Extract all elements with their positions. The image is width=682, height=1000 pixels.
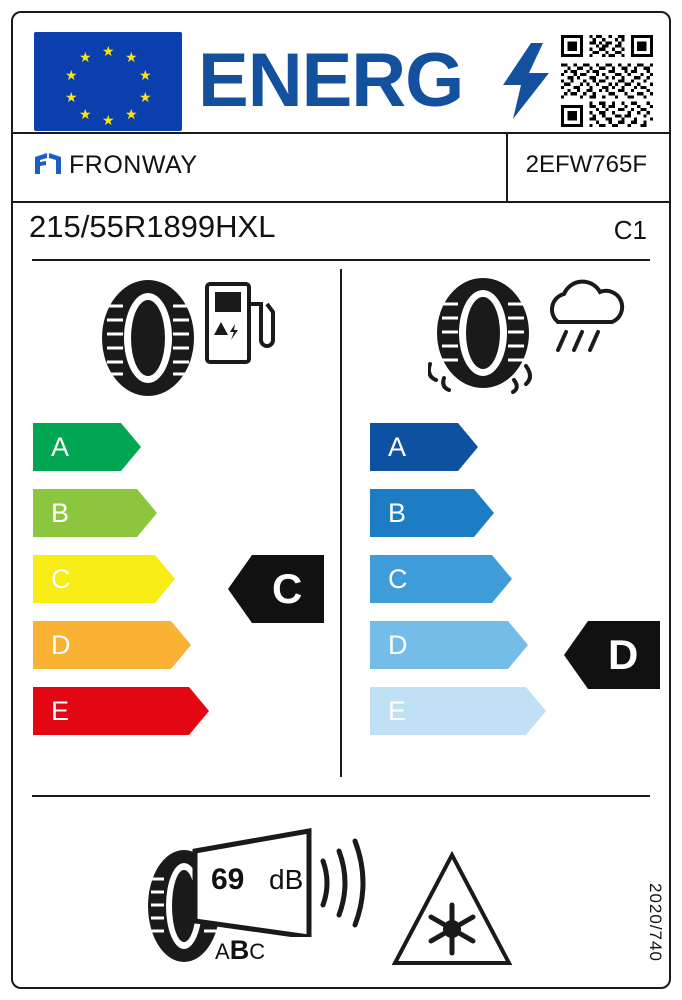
grade-bar-c: [370, 555, 512, 603]
brand-name: FRONWAY: [69, 151, 198, 179]
grade-letter: D: [388, 630, 408, 660]
grade-letter: B: [388, 498, 407, 528]
noise-class-scale: [215, 935, 265, 966]
noise-group: [141, 825, 371, 970]
fuel-result-letter: C: [272, 565, 303, 612]
grade-bar-e: [370, 687, 546, 735]
size-row: [13, 201, 669, 257]
fuel-pump-icon: [203, 278, 275, 366]
noise-unit: dB: [269, 864, 304, 895]
grade-bar-b: [370, 489, 494, 537]
date-code: 2020/740: [646, 883, 665, 962]
grade-letter: E: [51, 696, 70, 726]
grade-bar-e: [33, 687, 209, 735]
tyre-wet-icon: [428, 278, 538, 398]
tyre-size: 215/55R1899HXL: [29, 209, 276, 244]
grade-bar-c: [33, 555, 175, 603]
fronway-logo-icon: [35, 153, 61, 174]
noise-class-b: B: [229, 935, 250, 965]
lightning-bolt-icon: [503, 43, 549, 119]
grade-letter: D: [51, 630, 71, 660]
divider-size-bottom: [32, 259, 650, 261]
grade-bar-a: [33, 423, 141, 471]
noise-class-a: A: [215, 939, 230, 964]
qr-code-icon: [561, 35, 653, 127]
grade-letter: A: [51, 432, 70, 462]
noise-class-c: C: [249, 939, 266, 964]
brand-row: [13, 133, 669, 201]
energy-label: [11, 11, 671, 989]
wet-result-arrow: [564, 621, 660, 689]
divider-bottom: [32, 795, 650, 797]
grade-bar-a: [370, 423, 478, 471]
grade-letter: C: [388, 564, 408, 594]
panel-divider: [340, 269, 342, 777]
snowflake-mountain-icon: [391, 851, 513, 967]
grade-letter: B: [51, 498, 70, 528]
grade-letter: C: [51, 564, 71, 594]
grade-letter: A: [388, 432, 407, 462]
noise-value: 69: [211, 863, 245, 896]
tyre-class: C1: [613, 215, 647, 245]
grade-bar-d: [370, 621, 528, 669]
eu-flag-icon: ★ ★ ★ ★ ★ ★ ★ ★ ★ ★: [34, 32, 182, 131]
fuel-result-arrow: [228, 555, 324, 623]
rain-cloud-icon: [538, 278, 630, 370]
model-code: 2EFW765F: [525, 151, 647, 178]
grade-letter: E: [388, 696, 407, 726]
grade-bar-b: [33, 489, 157, 537]
label-header: [13, 13, 669, 132]
wet-result-letter: D: [608, 631, 639, 678]
tyre-icon: [93, 278, 203, 398]
page-title: ENERG: [198, 38, 464, 123]
grade-bar-d: [33, 621, 191, 669]
divider-brand: [506, 133, 508, 201]
